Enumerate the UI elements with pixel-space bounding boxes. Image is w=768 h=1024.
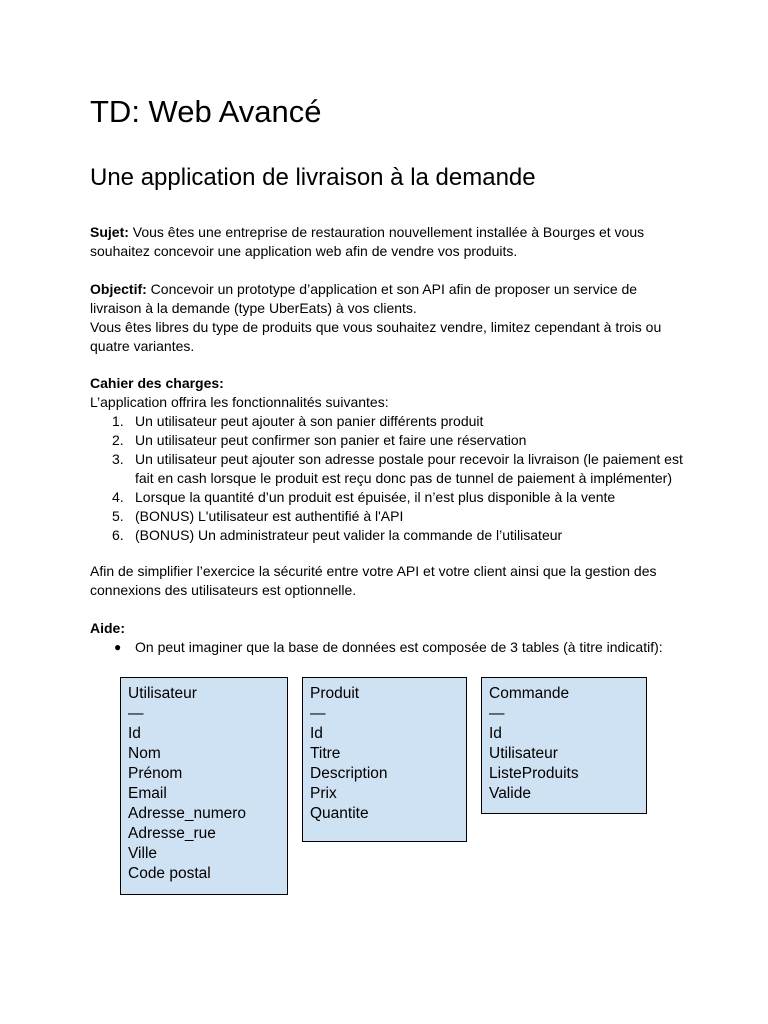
bullet-icon: ●	[114, 640, 122, 654]
list-item	[90, 488, 690, 507]
table-header: Utilisateur	[128, 685, 197, 702]
table-field: Id	[489, 725, 502, 742]
list-number: 2.	[112, 432, 124, 448]
table-field: Prénom	[128, 765, 183, 782]
table-field: Id	[310, 725, 323, 742]
table-header: Produit	[310, 685, 360, 702]
table-produit	[302, 677, 467, 842]
list-item-text-continued: fait en cash lorsque le produit est reçu donc pas de tunnel de paiement à implémenter)	[135, 470, 672, 486]
list-item-text: Un utilisateur peut ajouter son adresse postale pour recevoir la livraison (le paiement est	[135, 451, 683, 467]
objectif-label: Objectif:	[90, 281, 147, 297]
table-field: Email	[128, 785, 167, 802]
cahier-section	[90, 374, 690, 545]
list-item	[90, 526, 690, 545]
list-number: 5.	[112, 508, 124, 524]
objectif-text-2: Vous êtes libres du type de produits que vous souhaitez vendre, limitez cependant à trois ou quatre variantes.	[90, 319, 662, 354]
table-field: ListeProduits	[489, 765, 579, 782]
aide-label: Aide:	[90, 620, 125, 636]
sujet-label: Sujet:	[90, 224, 129, 240]
objectif-paragraph	[90, 280, 690, 356]
list-number: 6.	[112, 527, 124, 543]
table-header: Commande	[489, 685, 570, 702]
table-separator: —	[128, 705, 144, 722]
table-field: Description	[310, 765, 388, 782]
features-list	[90, 412, 690, 545]
list-number: 1.	[112, 413, 124, 429]
aide-section	[90, 619, 690, 657]
table-field: Code postal	[128, 865, 211, 882]
cahier-intro: L’application offrira les fonctionnalités suivantes:	[90, 394, 389, 410]
table-commande	[481, 677, 647, 814]
list-item-text: (BONUS) L'utilisateur est authentifié à l'API	[135, 508, 404, 524]
aide-list	[90, 638, 690, 657]
aide-text: On peut imaginer que la base de données est composée de 3 tables (à titre indicatif):	[135, 639, 663, 655]
list-item-text: (BONUS) Un administrateur peut valider la commande de l’utilisateur	[135, 527, 563, 543]
cahier-label: Cahier des charges:	[90, 375, 224, 391]
page-title: TD: Web Avancé	[90, 94, 322, 129]
list-item-text: Un utilisateur peut ajouter à son panier différents produit	[135, 413, 484, 429]
table-field: Quantite	[310, 805, 369, 822]
list-item-text: Un utilisateur peut confirmer son panier et faire une réservation	[135, 432, 527, 448]
page-subtitle: Une application de livraison à la demande	[90, 164, 536, 191]
list-item	[90, 412, 690, 431]
table-utilisateur	[120, 677, 288, 895]
list-item	[90, 431, 690, 450]
simplifier-paragraph	[90, 562, 690, 600]
table-field: Valide	[489, 785, 531, 802]
simplifier-line-1: Afin de simplifier l’exercice la sécurité entre votre API et votre client ainsi que la gestion des	[90, 563, 657, 579]
table-field: Ville	[128, 845, 158, 862]
table-field: Adresse_rue	[128, 825, 216, 842]
sujet-text: Vous êtes une entreprise de restauration nouvellement installée à Bourges et vous souhaitez concevoir une application web afin de vendre vos produits.	[90, 224, 645, 259]
list-item	[90, 450, 690, 488]
table-field: Utilisateur	[489, 745, 558, 762]
table-field: Nom	[128, 745, 161, 762]
list-item-text: Lorsque la quantité d’un produit est épuisée, il n’est plus disponible à la vente	[135, 489, 616, 505]
table-field: Titre	[310, 745, 341, 762]
table-separator: —	[310, 705, 326, 722]
objectif-text: Concevoir un prototype d’application et son API afin de proposer un service de livraison à la demande (type UberEats) à vos clients.	[90, 281, 638, 316]
list-item	[90, 638, 690, 657]
table-field: Prix	[310, 785, 337, 802]
list-number: 4.	[112, 489, 124, 505]
table-separator: —	[489, 705, 505, 722]
table-field: Id	[128, 725, 141, 742]
sujet-paragraph	[90, 223, 690, 261]
list-item	[90, 507, 690, 526]
list-number: 3.	[112, 451, 124, 467]
table-field: Adresse_numero	[128, 805, 247, 822]
simplifier-line-2: connexions des utilisateurs est optionnelle.	[90, 582, 357, 598]
